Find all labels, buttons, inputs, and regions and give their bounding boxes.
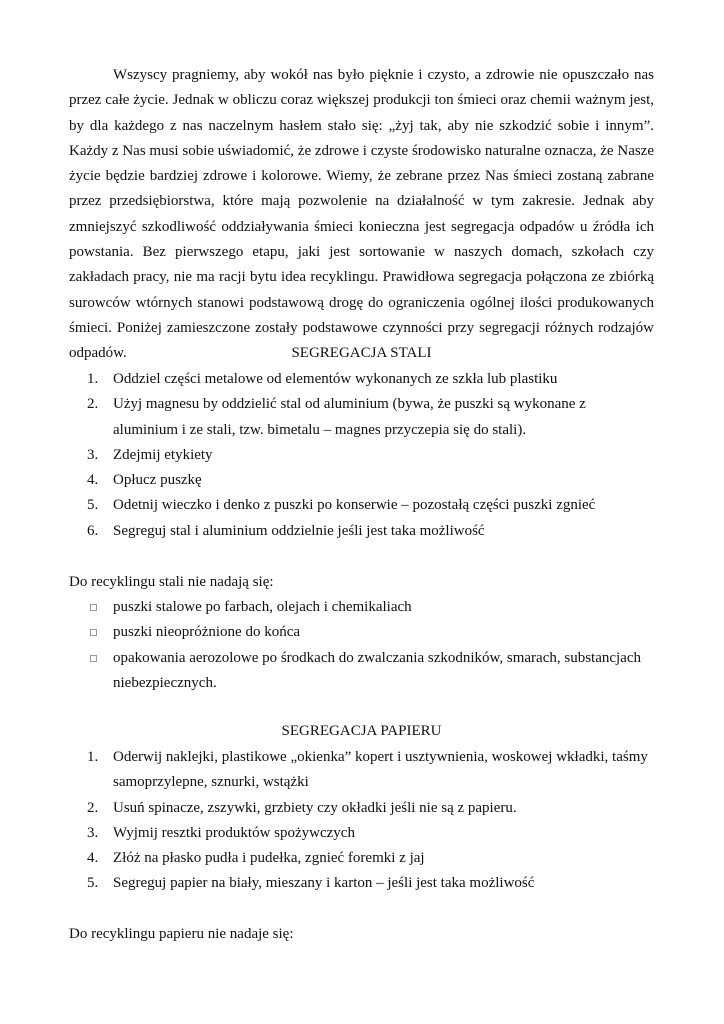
list-item bbox=[69, 367, 654, 392]
paper-heading: SEGREGACJA PAPIERU bbox=[281, 723, 442, 739]
paper-not-suitable-lead: Do recyklingu papieru nie nadaje się: bbox=[69, 926, 294, 942]
list-number: 2. bbox=[87, 799, 99, 816]
list-item-text: Wyjmij resztki produktów spożywczych bbox=[113, 824, 355, 841]
list-number: 5. bbox=[87, 875, 99, 892]
checkbox-bullet-icon bbox=[90, 604, 97, 611]
list-number: 4. bbox=[87, 472, 99, 489]
list-number: 1. bbox=[87, 749, 99, 765]
list-item bbox=[69, 745, 654, 796]
list-item-text: Segreguj papier na biały, mieszany i karton – jeśli jest taka możliwość bbox=[113, 875, 535, 892]
list-item bbox=[69, 646, 654, 697]
steel-heading: SEGREGACJA STALI bbox=[291, 345, 432, 361]
list-number: 3. bbox=[87, 824, 99, 841]
list-item bbox=[69, 392, 654, 443]
list-number: 3. bbox=[87, 446, 99, 463]
intro-paragraph: Wszyscy pragniemy, aby wokół nas było pięknie i czysto, a zdrowie nie opuszczało nas przez całe życie. Jednak w obliczu coraz większej produkcji ton śmieci oraz chemii ważnym jest, by dla każdego z nas naczelnym hasłem stało się: „żyj tak, aby nie szkodzić sobie i innym”. Każdy z Nas musi sobie uświadomić, że zdrowe i czyste środowisko naturalne oznacza, że Nasze życie będzie bardziej zdrowe i kolorowe. Wiemy, że zebrane przez Nas śmieci zostaną zabrane przez przedsiębiorstwa, które mają pozwolenie na działalność w tym zakresie. Jednak aby zmniejszyć szkodliwość oddziaływania śmieci konieczna jest segregacja odpadów u źródła ich powstania. Bez pierwszego etapu, jaki jest sortowanie w naszych domach, szkołach czy zakładach pracy, nie ma racji bytu idea recyklingu. Prawidłowa segregacja połączona ze zbiórką surowców wtórnych stanowi podstawową drogę do ograniczenia ogólnej ilości produkowanych śmieci. Poniżej zamieszczone zostały podstawowe czynności przy segregacji różnych rodzajów odpadów. bbox=[69, 67, 654, 362]
list-item bbox=[69, 493, 654, 518]
list-number: 1. bbox=[87, 371, 99, 387]
list-item-text: puszki nieopróżnione do końca bbox=[113, 624, 301, 641]
list-item bbox=[69, 846, 654, 871]
checkbox-bullet-icon bbox=[90, 655, 97, 662]
list-item-text: Oddziel części metalowe od elementów wykonanych ze szkła lub plastiku bbox=[113, 371, 558, 387]
list-item bbox=[69, 468, 654, 493]
list-item-text: Odetnij wieczko i denko z puszki po konserwie – pozostałą części puszki zgnieć bbox=[113, 497, 596, 514]
list-item bbox=[69, 620, 654, 645]
list-item-text: Usuń spinacze, zszywki, grzbiety czy okładki jeśli nie są z papieru. bbox=[113, 799, 517, 816]
list-item-text: Opłucz puszkę bbox=[113, 472, 202, 489]
list-number: 5. bbox=[87, 497, 99, 514]
list-number: 4. bbox=[87, 850, 99, 867]
list-number: 6. bbox=[87, 522, 99, 539]
steel-steps-list bbox=[69, 367, 654, 544]
list-number: 2. bbox=[87, 396, 99, 413]
list-item-text: Zdejmij etykiety bbox=[113, 446, 213, 463]
list-item-text: Oderwij naklejki, plastikowe „okienka” kopert i usztywnienia, woskowej wkładki, taśmy samoprzylepne, sznurki, wstążki bbox=[113, 749, 648, 791]
list-item-text: puszki stalowe po farbach, olejach i chemikaliach bbox=[113, 599, 412, 615]
list-item-text: Segreguj stal i aluminium oddzielnie jeśli jest taka możliwość bbox=[113, 522, 485, 539]
paper-steps-list bbox=[69, 745, 654, 897]
list-item bbox=[69, 519, 654, 544]
steel-not-suitable-list bbox=[69, 595, 654, 696]
list-item bbox=[69, 595, 654, 620]
list-item-text: Złóż na płasko pudła i pudełka, zgnieć foremki z jaj bbox=[113, 850, 425, 867]
list-item bbox=[69, 796, 654, 821]
list-item-text: Użyj magnesu by oddzielić stal od aluminium (bywa, że puszki są wykonane z aluminium i ze stali, tzw. bimetalu – magnes przyczepia się do stali). bbox=[113, 396, 586, 438]
steel-not-suitable-lead: Do recyklingu stali nie nadają się: bbox=[69, 574, 274, 590]
list-item bbox=[69, 871, 654, 896]
checkbox-bullet-icon bbox=[90, 629, 97, 636]
list-item bbox=[69, 821, 654, 846]
list-item-text: opakowania aerozolowe po środkach do zwalczania szkodników, smarach, substancjach niebezpiecznych. bbox=[113, 649, 641, 691]
list-item bbox=[69, 443, 654, 468]
